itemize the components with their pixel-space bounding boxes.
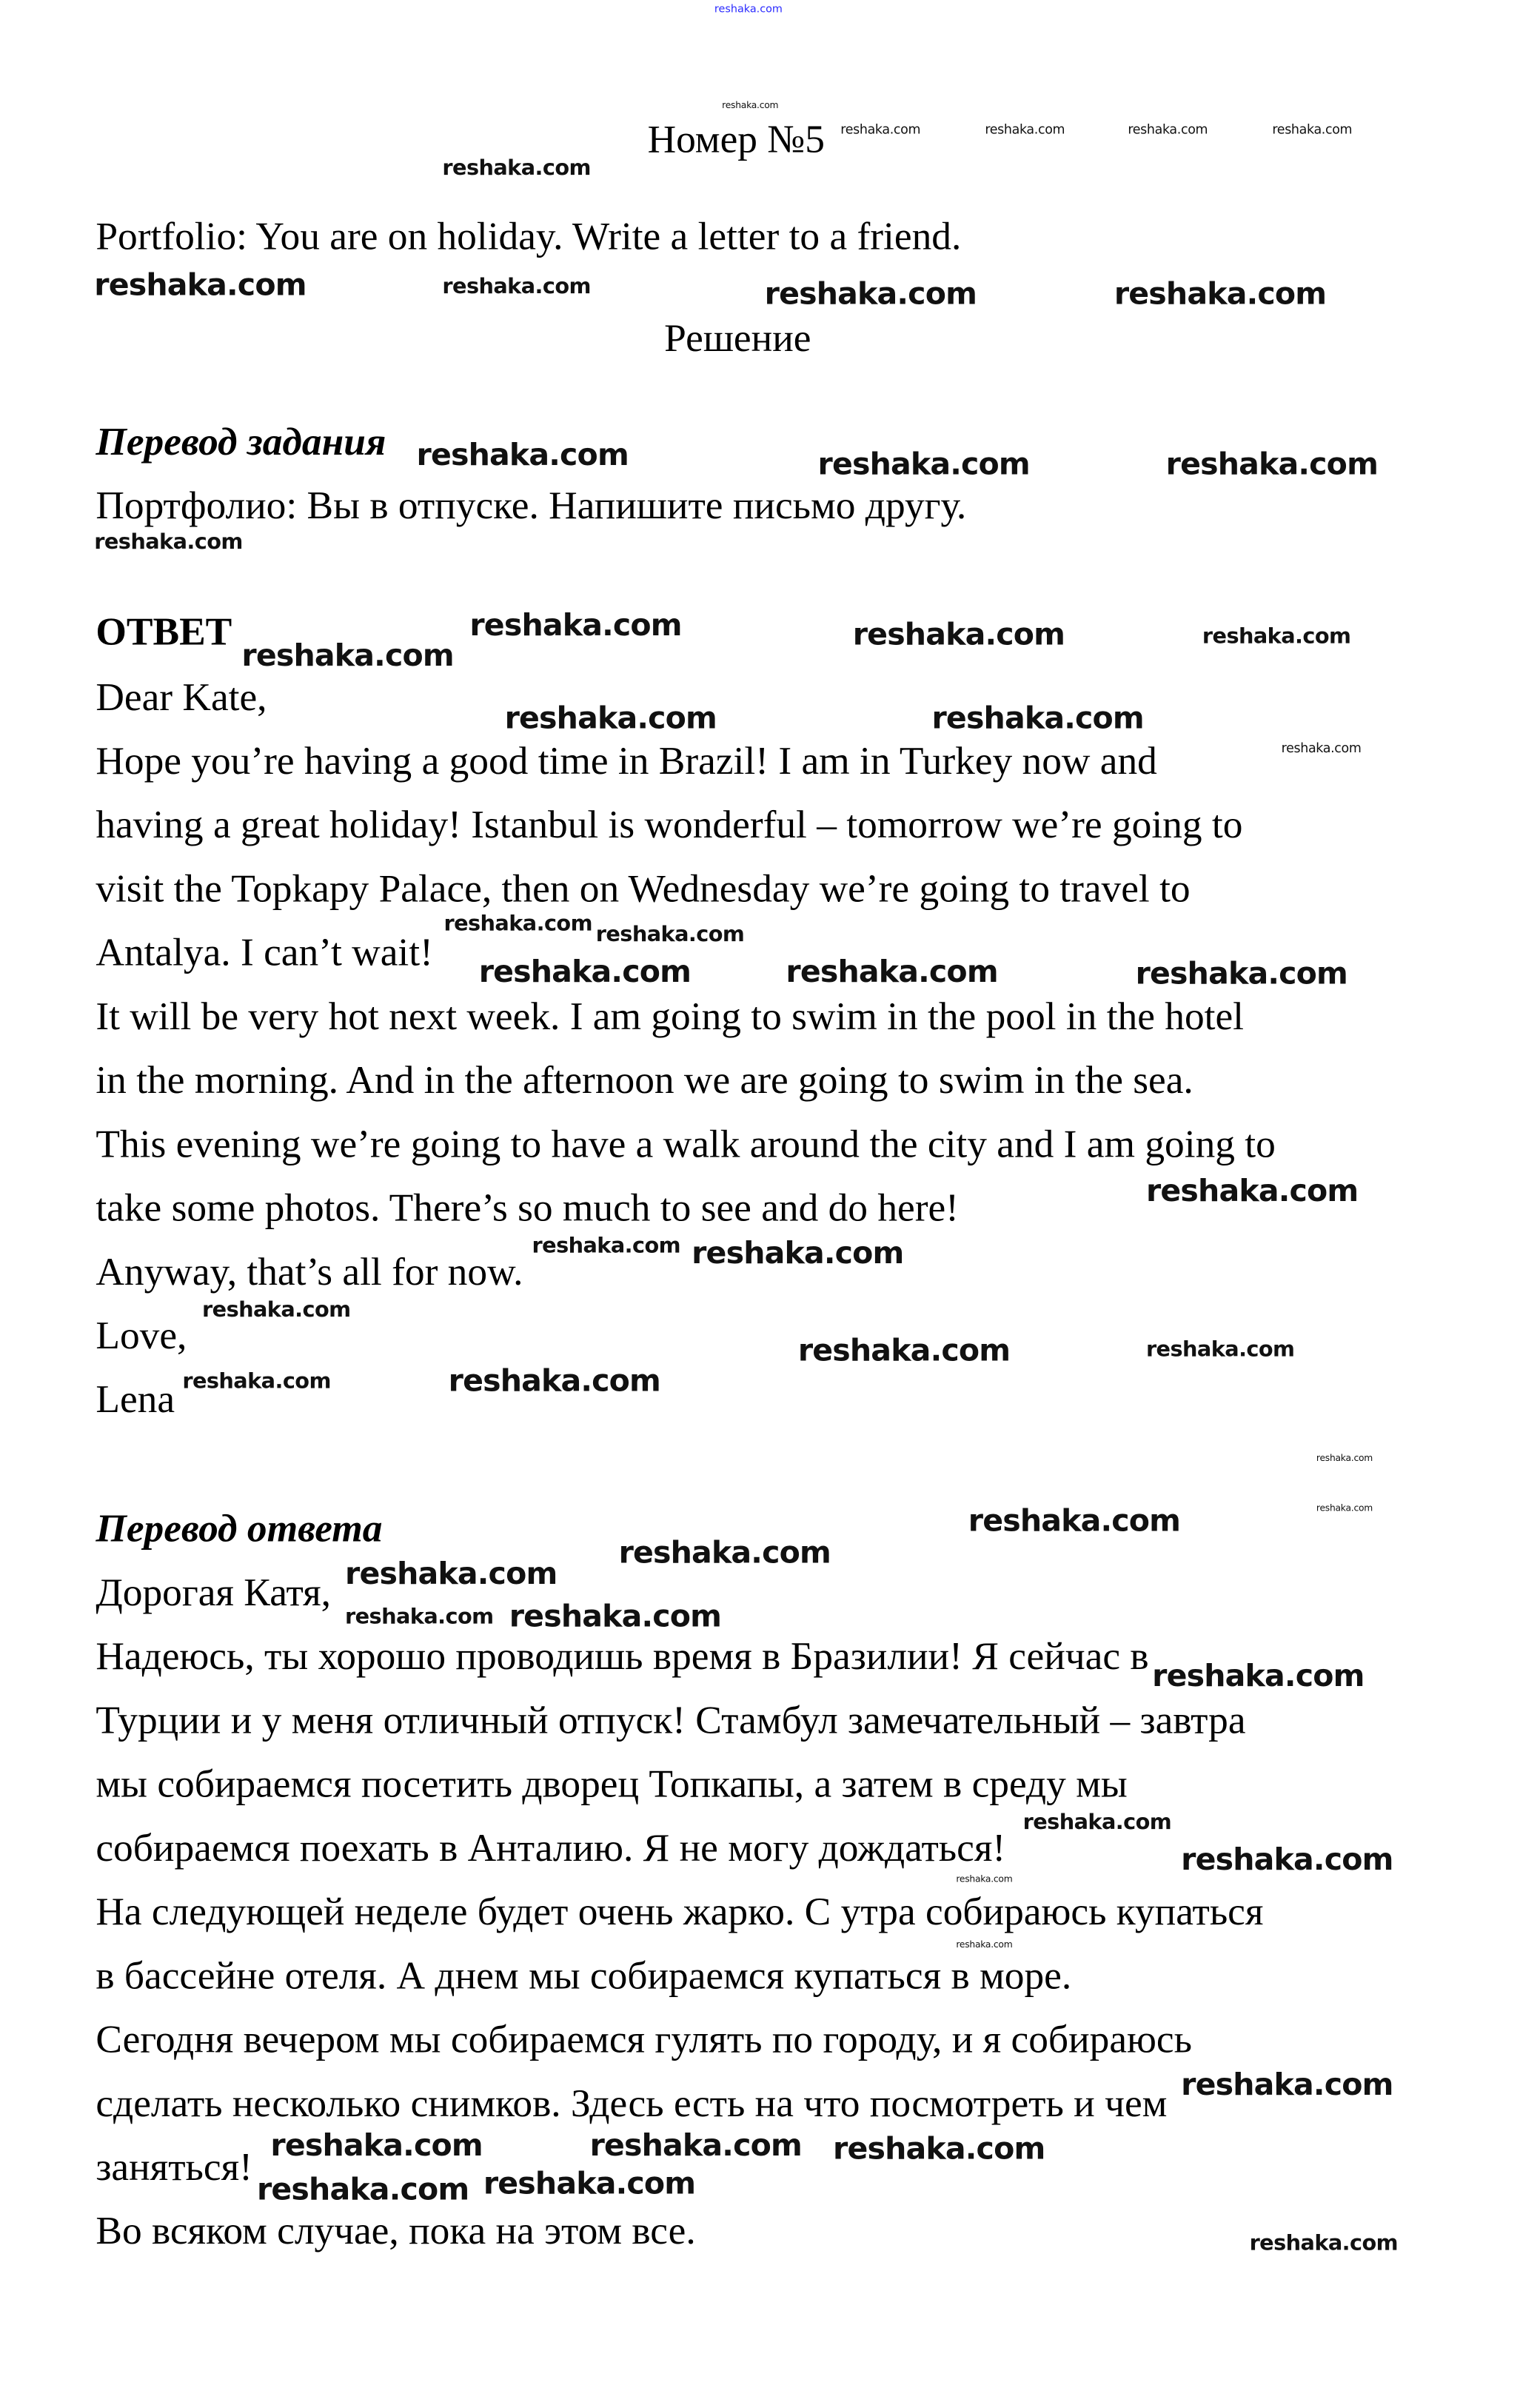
task-translation-heading: Перевод задания bbox=[96, 419, 386, 464]
watermark: reshaka.com bbox=[202, 1298, 351, 1323]
watermark: reshaka.com bbox=[1281, 741, 1362, 757]
watermark: reshaka.com bbox=[94, 266, 307, 303]
letter-line: visit the Topkapy Palace, then on Wednesday we’re going to travel to bbox=[96, 866, 1191, 911]
watermark: reshaka.com bbox=[345, 1605, 494, 1630]
letter-line: This evening we’re going to have a walk around the city and I am going to bbox=[96, 1122, 1276, 1166]
watermark: reshaka.com bbox=[478, 953, 692, 990]
watermark: reshaka.com bbox=[840, 123, 921, 138]
watermark: reshaka.com bbox=[532, 1234, 681, 1259]
letter-line: Love, bbox=[96, 1313, 187, 1358]
letter-line: заняться! bbox=[96, 2144, 252, 2190]
letter-line: take some photos. There’s so much to see and do here! bbox=[96, 1185, 959, 1230]
watermark: reshaka.com bbox=[595, 923, 745, 948]
watermark: reshaka.com bbox=[241, 637, 454, 674]
letter-line: Dear Kate, bbox=[96, 675, 267, 720]
watermark: reshaka.com bbox=[1165, 445, 1379, 482]
site-link[interactable]: reshaka.com bbox=[714, 3, 783, 16]
answer-heading: ОТВЕТ bbox=[96, 609, 232, 654]
letter-line: Во всяком случае, пока на этом все. bbox=[96, 2209, 696, 2253]
watermark: reshaka.com bbox=[1114, 275, 1327, 312]
watermark: reshaka.com bbox=[931, 699, 1144, 736]
watermark: reshaka.com bbox=[1316, 1453, 1373, 1465]
watermark: reshaka.com bbox=[786, 953, 998, 990]
watermark: reshaka.com bbox=[1181, 1841, 1393, 1878]
letter-line: Дорогая Катя, bbox=[96, 1570, 332, 1615]
letter-line: Hope you’re having a good time in Brazil! I am in Turkey now and bbox=[96, 738, 1157, 783]
watermark: reshaka.com bbox=[345, 1555, 558, 1592]
letter-line: It will be very hot next week. I am going to swim in the pool in the hotel bbox=[96, 994, 1244, 1039]
letter-line: На следующей неделе будет очень жарко. С утра собираюсь купаться bbox=[96, 1889, 1264, 1934]
watermark: reshaka.com bbox=[1202, 624, 1351, 649]
watermark: reshaka.com bbox=[692, 1234, 904, 1271]
watermark: reshaka.com bbox=[509, 1597, 722, 1634]
watermark: reshaka.com bbox=[956, 1874, 1013, 1885]
watermark: reshaka.com bbox=[852, 615, 1065, 652]
watermark: reshaka.com bbox=[442, 156, 591, 181]
letter-line: сделать несколько снимков. Здесь есть на что посмотреть и чем bbox=[96, 2081, 1168, 2126]
watermark: reshaka.com bbox=[448, 1362, 661, 1399]
watermark: reshaka.com bbox=[817, 445, 1030, 482]
watermark: reshaka.com bbox=[483, 2164, 696, 2201]
watermark: reshaka.com bbox=[1145, 1337, 1295, 1362]
watermark: reshaka.com bbox=[1135, 954, 1347, 991]
watermark: reshaka.com bbox=[442, 275, 591, 300]
letter-line: мы собираемся посетить дворец Топкапы, а затем в среду мы bbox=[96, 1762, 1128, 1806]
watermark: reshaka.com bbox=[416, 436, 629, 473]
letter-line: in the morning. And in the afternoon we are going to swim in the sea. bbox=[96, 1057, 1193, 1103]
letter-line: в бассейне отеля. А днем мы собираемся купаться в море. bbox=[96, 1953, 1072, 1998]
watermark: reshaka.com bbox=[1272, 123, 1353, 138]
letter-line: Турции и у меня отличный отпуск! Стамбул замечательный – завтра bbox=[96, 1698, 1246, 1742]
watermark: reshaka.com bbox=[443, 912, 592, 937]
letter-line: Anyway, that’s all for now. bbox=[96, 1249, 523, 1294]
watermark: reshaka.com bbox=[256, 2170, 469, 2207]
letter-line: Сегодня вечером мы собираемся гулять по городу, и я собираюсь bbox=[96, 2017, 1192, 2061]
watermark: reshaka.com bbox=[968, 1502, 1181, 1539]
watermark: reshaka.com bbox=[270, 2127, 483, 2164]
exercise-number: Номер №5 bbox=[647, 117, 825, 161]
watermark: reshaka.com bbox=[182, 1369, 331, 1394]
watermark: reshaka.com bbox=[1128, 123, 1208, 138]
watermark: reshaka.com bbox=[722, 100, 779, 111]
watermark: reshaka.com bbox=[833, 2130, 1045, 2167]
solution-heading: Решение bbox=[664, 316, 811, 361]
watermark: reshaka.com bbox=[504, 699, 717, 736]
watermark: reshaka.com bbox=[764, 275, 977, 312]
watermark: reshaka.com bbox=[797, 1331, 1011, 1368]
task-translation-text: Портфолио: Вы в отпуске. Напишите письмо другу. bbox=[96, 483, 967, 528]
answer-translation-heading: Перевод ответа bbox=[96, 1506, 383, 1551]
letter-line: Надеюсь, ты хорошо проводишь время в Бразилии! Я сейчас в bbox=[96, 1633, 1149, 1679]
watermark: reshaka.com bbox=[1249, 2231, 1399, 2256]
watermark: reshaka.com bbox=[1145, 1171, 1359, 1209]
watermark: reshaka.com bbox=[1316, 1503, 1373, 1514]
watermark: reshaka.com bbox=[589, 2127, 802, 2164]
watermark: reshaka.com bbox=[1181, 2066, 1393, 2103]
watermark: reshaka.com bbox=[1152, 1656, 1365, 1694]
letter-line: Lena bbox=[96, 1377, 175, 1422]
letter-line: собираемся поехать в Анталию. Я не могу дождаться! bbox=[96, 1825, 1006, 1870]
watermark: reshaka.com bbox=[94, 530, 243, 555]
letter-line: having a great holiday! Istanbul is wonderful – tomorrow we’re going to bbox=[96, 802, 1243, 847]
task-text: Portfolio: You are on holiday. Write a letter to a friend. bbox=[96, 214, 962, 259]
watermark: reshaka.com bbox=[1022, 1810, 1172, 1835]
watermark: reshaka.com bbox=[469, 606, 682, 643]
watermark: reshaka.com bbox=[985, 123, 1065, 138]
watermark: reshaka.com bbox=[956, 1939, 1013, 1950]
watermark: reshaka.com bbox=[618, 1534, 831, 1571]
letter-line: Antalya. I can’t wait! bbox=[96, 930, 433, 974]
